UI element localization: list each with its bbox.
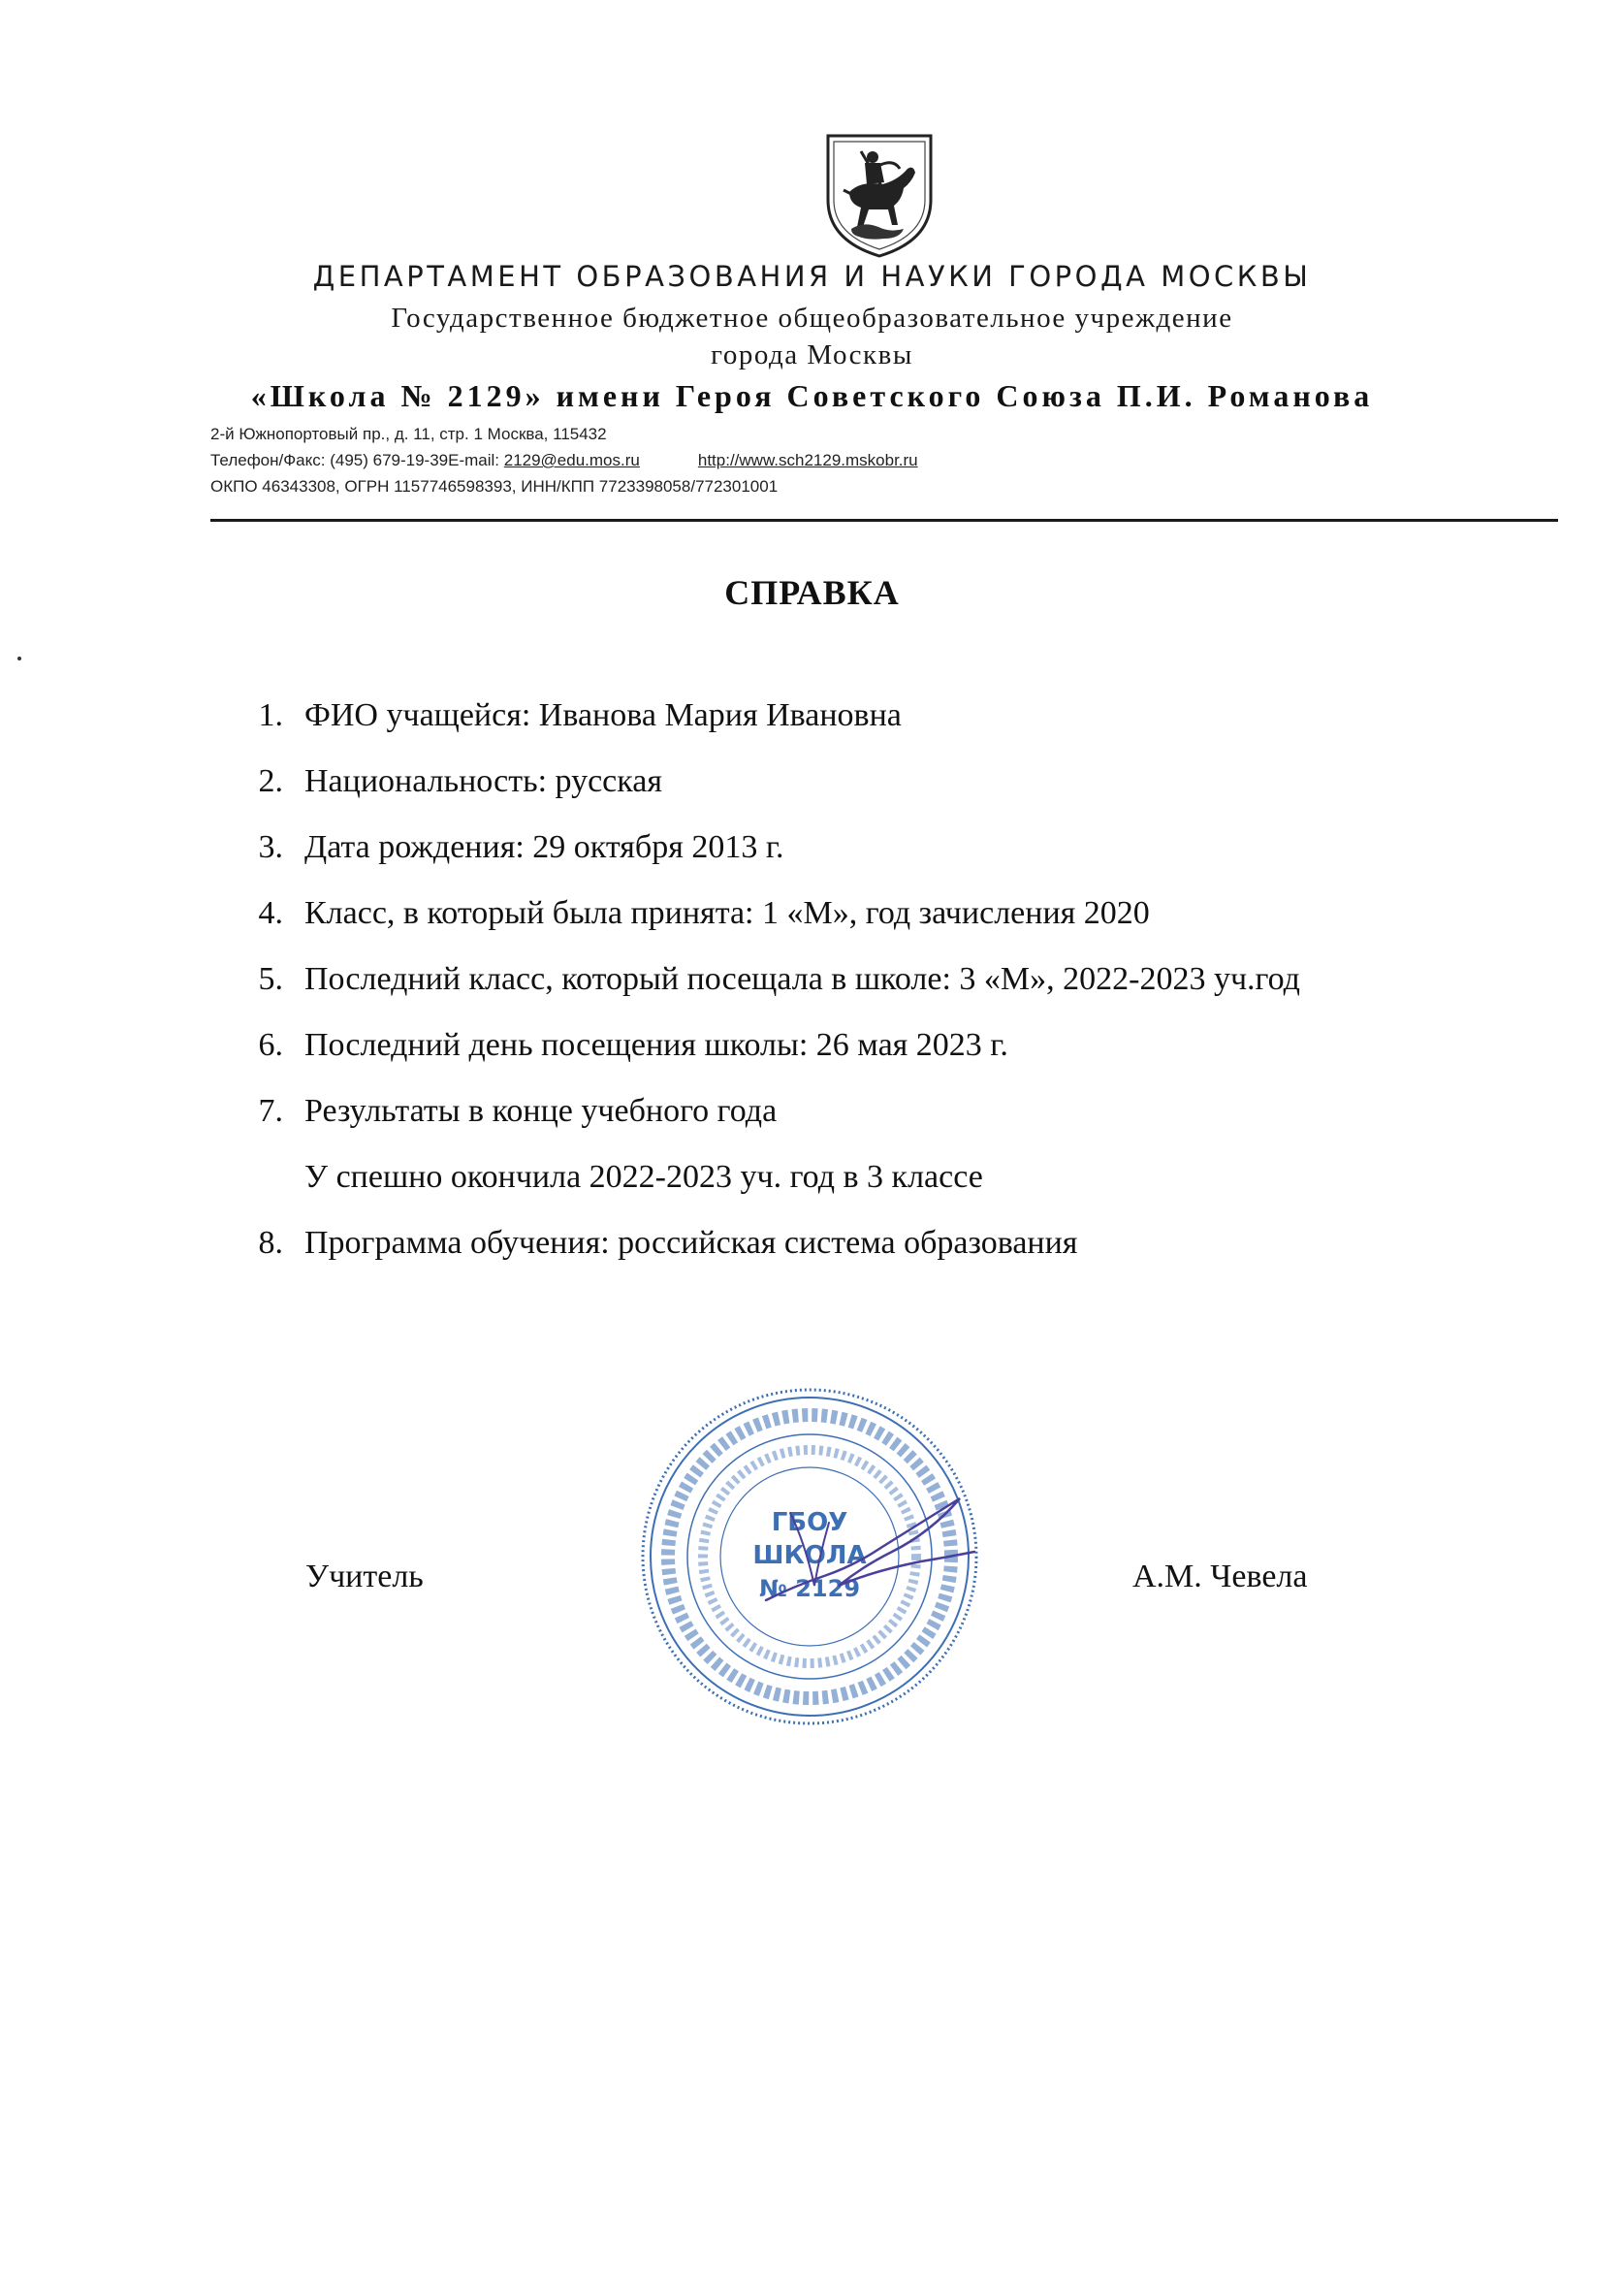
- website-link[interactable]: http://www.sch2129.mskobr.ru: [697, 451, 918, 469]
- item-text: Последний класс, который посещала в школе: 3 «М», 2022-2023 уч.год: [304, 961, 1300, 997]
- school-address: 2-й Южнопортовый пр., д. 11, стр. 1 Москва, 115432: [210, 425, 607, 443]
- item-number: 2.: [258, 763, 283, 799]
- item-text: Национальность: русская: [304, 763, 663, 799]
- department-name: ДЕПАРТАМЕНТ ОБРАЗОВАНИЯ И НАУКИ ГОРОДА МОСКВЫ: [312, 260, 1312, 293]
- item-text: Последний день посещения школы: 26 мая 2023 г.: [304, 1027, 1008, 1063]
- header-divider: [210, 519, 1558, 522]
- item-text: Дата рождения: 29 октября 2013 г.: [304, 829, 784, 865]
- document-title: СПРАВКА: [724, 573, 900, 612]
- stamp-line-1: ГБОУ: [771, 1508, 848, 1537]
- institution-line-1: Государственное бюджетное общеобразовательное учреждение: [391, 303, 1233, 334]
- item-number: 3.: [258, 829, 283, 865]
- scan-speck: [17, 657, 21, 660]
- school-stamp: [630, 1377, 989, 1736]
- item-text: Результаты в конце учебного года: [304, 1093, 778, 1129]
- item-text: У спешно окончила 2022-2023 уч. год в 3 классе: [304, 1159, 983, 1195]
- school-contacts: [210, 451, 918, 470]
- stamp-line-3: № 2129: [758, 1575, 861, 1602]
- email-link[interactable]: 2129@edu.mos.ru: [503, 451, 640, 469]
- moscow-coat-of-arms-icon: [822, 132, 937, 260]
- school-codes: ОКПО 46343308, ОГРН 1157746598393, ИНН/КПП 7723398058/772301001: [210, 477, 779, 496]
- phone-text: Телефон/Факс: (495) 679-19-39E-mail:: [210, 451, 504, 469]
- school-name: «Школа № 2129» имени Героя Советского Союза П.И. Романова: [250, 378, 1374, 413]
- item-text: ФИО учащейся: Иванова Мария Ивановна: [304, 697, 902, 733]
- item-text: Класс, в который была принята: 1 «М», год зачисления 2020: [304, 895, 1150, 931]
- signer-name: А.М. Чевела: [1132, 1559, 1308, 1594]
- item-number: 5.: [258, 961, 283, 997]
- item-number: 8.: [258, 1225, 283, 1261]
- item-text: Программа обучения: российская система образования: [304, 1225, 1078, 1261]
- item-number: 1.: [258, 697, 283, 733]
- item-number: 4.: [258, 895, 283, 931]
- item-number: 6.: [258, 1027, 283, 1063]
- signer-position: Учитель: [305, 1559, 424, 1594]
- item-number: 7.: [258, 1093, 283, 1129]
- institution-line-2: города Москвы: [711, 339, 913, 370]
- stamp-line-2: ШКОЛА: [752, 1541, 867, 1570]
